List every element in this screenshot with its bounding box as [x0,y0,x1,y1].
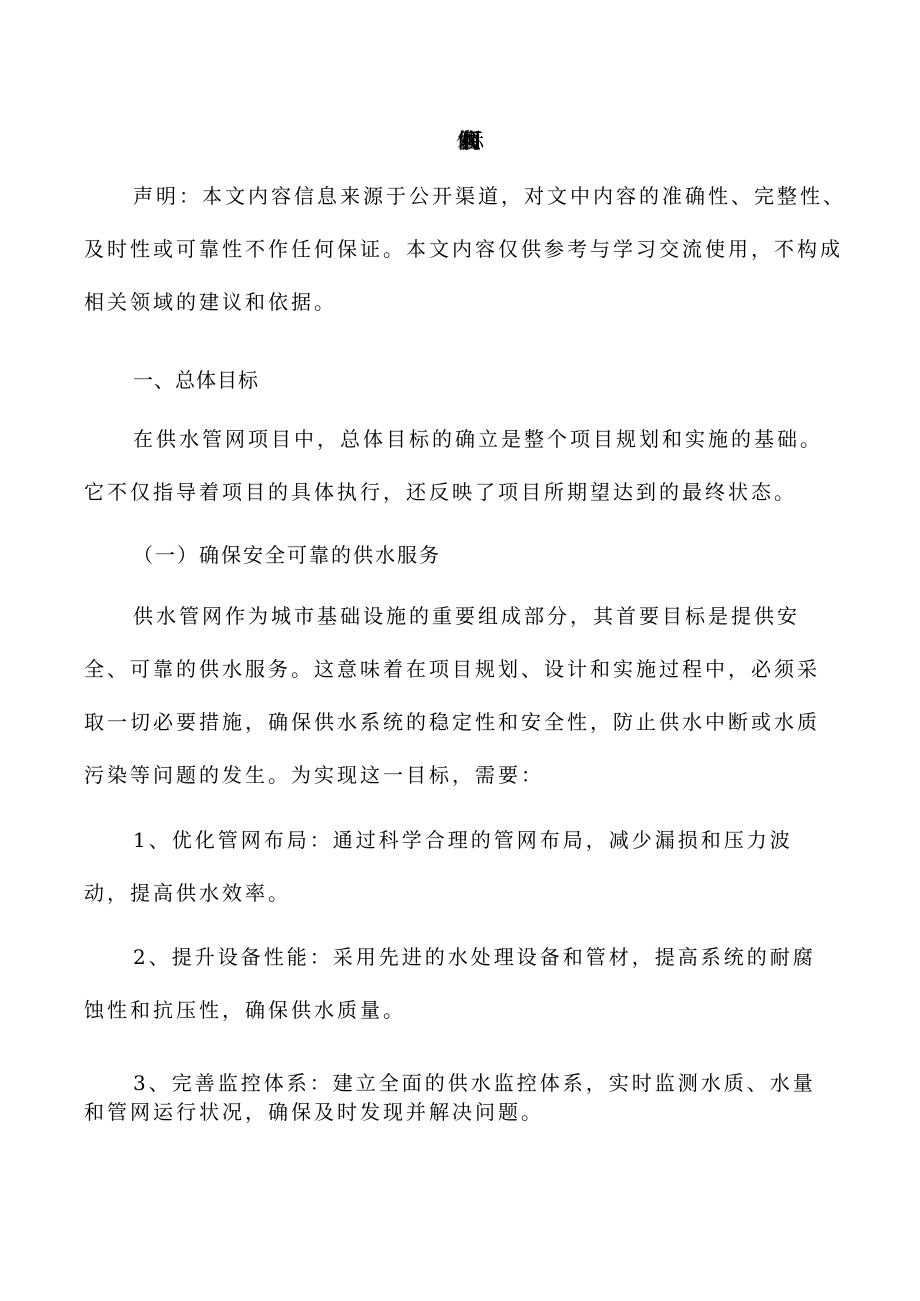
subsection-body-line-2: 全、可靠的供水服务。这意味着在项目规划、设计和实施过程中，必须采 [84,657,820,681]
disclaimer-line-1: 声明：本文内容信息来源于公开渠道，对文中内容的准确性、完整性、 [133,184,846,208]
disclaimer-line-2: 及时性或可靠性不作任何保证。本文内容仅供参考与学习交流使用，不构成 [84,237,843,261]
section-intro-line-1: 在供水管网项目中，总体目标的确立是整个项目规划和实施的基础。 [133,427,823,451]
list-item-1-line-1: 1、优化管网布局：通过科学合理的管网布局，减少漏损和压力波 [133,828,793,852]
section-heading-overall-goal: 一、总体目标 [133,368,259,392]
list-item-2-line-1: 2、提升设备性能：采用先进的水处理设备和管材，提高系统的耐腐 [133,945,816,969]
disclaimer-line-3: 相关领域的建议和依据。 [84,290,337,314]
list-item-3-line-1: 3、完善监控体系：建立全面的供水监控体系，实时监测水质、水量 [133,1071,816,1095]
subsection-body-line-3: 取一切必要措施，确保供水系统的稳定性和安全性，防止供水中断或水质 [84,710,820,734]
subsection-body-line-1: 供水管网作为城市基础设施的重要组成部分，其首要目标是提供安 [133,604,800,628]
list-item-1-line-2: 动，提高供水效率。 [84,881,291,905]
subsection-body-line-4: 污染等问题的发生。为实现这一目标，需要： [84,763,544,787]
list-item-3-line-2: 和管网运行状况，确保及时发现并解决问题。 [84,1100,544,1124]
list-item-2-line-2: 蚀性和抗压性，确保供水质量。 [84,998,406,1022]
section-intro-line-2: 它不仅指导着项目的具体执行，还反映了项目所期望达到的最终状态。 [84,480,797,504]
subsection-heading: （一）确保安全可靠的供水服务 [133,543,441,567]
document-title: 供水管网项目目标 [456,129,464,153]
